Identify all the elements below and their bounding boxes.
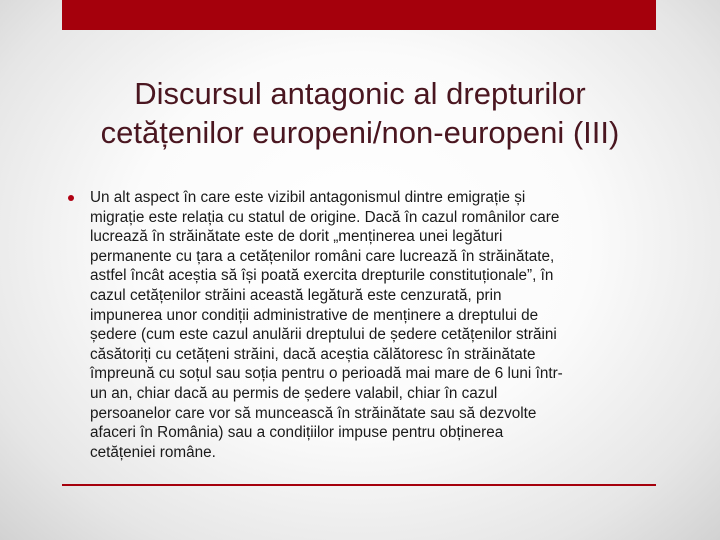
bullet-dot-icon <box>68 195 74 201</box>
top-accent-band <box>62 0 656 30</box>
bullet-line: împreună cu soțul sau soția pentru o perioadă mai mare de 6 luni într- <box>90 365 563 383</box>
bullet-line: cazul cetățenilor străini această legătură este cenzurată, prin <box>90 286 502 304</box>
slide-title <box>20 74 700 152</box>
slide-title-line-1: Discursul antagonic al drepturilor <box>134 76 586 111</box>
bullet-line: un an, chiar dacă au permis de ședere valabil, chiar în cazul <box>90 384 498 402</box>
bullet-item <box>62 188 662 462</box>
bullet-line: afaceri în România) sau a condițiilor impuse pentru obținerea <box>90 424 504 442</box>
bullet-line: Un alt aspect în care este vizibil antagonismul dintre emigrație și <box>90 189 526 206</box>
bullet-list <box>62 188 662 462</box>
bullet-line: cetățeniei române. <box>90 443 216 461</box>
bullet-line: impunerea unor condiții administrative de menținere a dreptului de <box>90 306 539 324</box>
bullet-line: permanente cu țara a cetățenilor români care lucrează în străinătate, <box>90 247 555 265</box>
bullet-line: căsătoriți cu cetățeni străini, dacă aceștia călătoresc în străinătate <box>90 345 536 363</box>
slide-title-line-2: cetățenilor europeni/non-europeni (III) <box>100 115 620 150</box>
bullet-line: ședere (cum este cazul anulării dreptului de ședere cetățenilor străini <box>90 326 557 344</box>
bullet-line: lucrează în străinătate este de dorit „menținerea unei legături <box>90 228 503 246</box>
bullet-line: persoanelor care vor să muncească în străinătate sau să dezvolte <box>90 404 537 422</box>
bullet-paragraph <box>90 188 662 462</box>
bullet-line: migrație este relația cu statul de origine. Dacă în cazul românilor care <box>90 208 560 226</box>
bottom-divider <box>62 484 656 486</box>
bullet-line: astfel încât aceștia să își poată exercita drepturile constituționale”, în <box>90 267 554 285</box>
